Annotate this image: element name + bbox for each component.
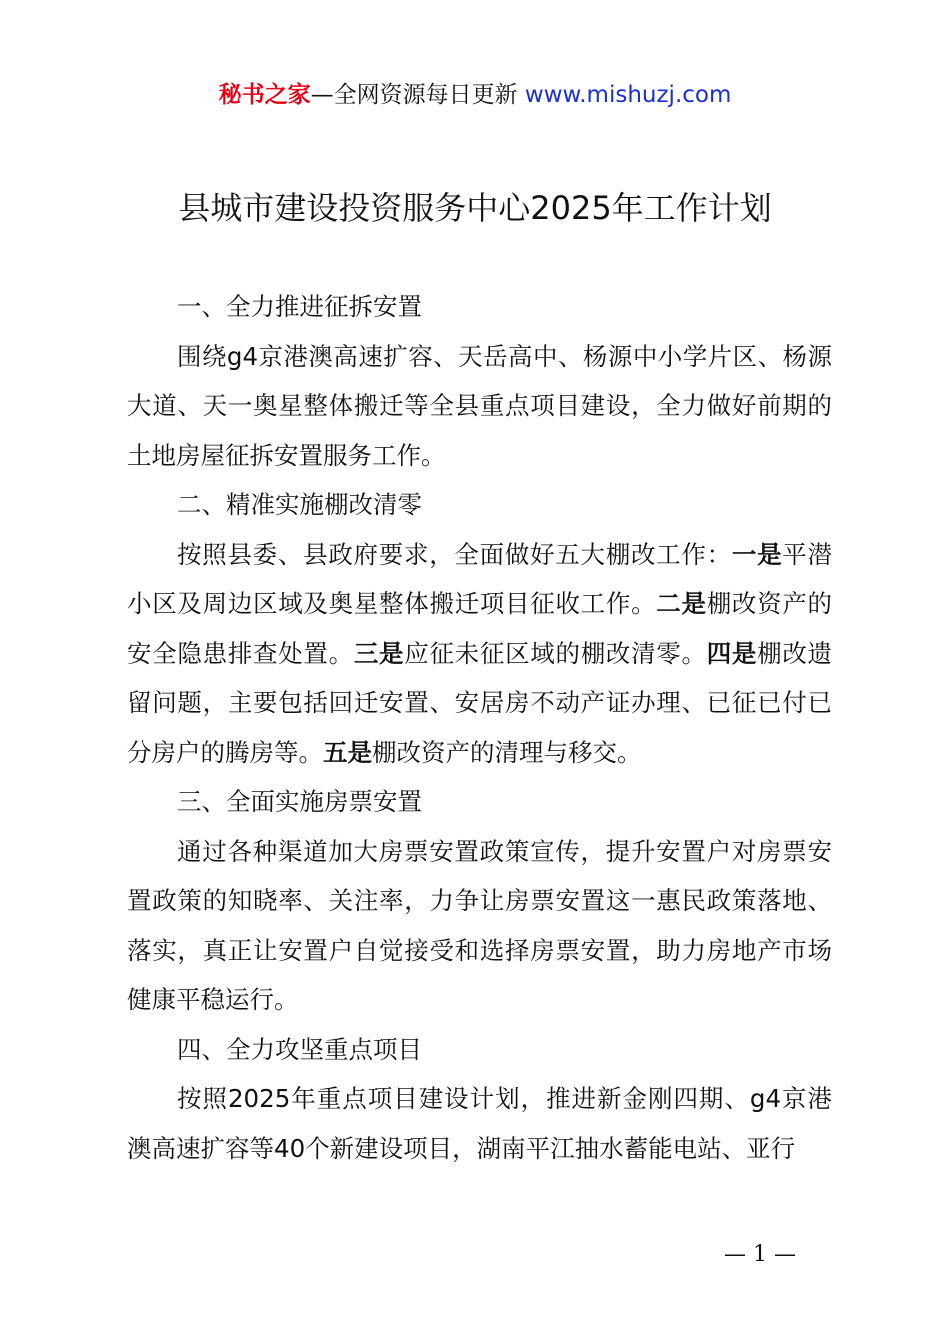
- item-label-3: 三是: [353, 638, 405, 668]
- item-label-2: 二是: [656, 589, 707, 618]
- section-paragraph-2: [127, 530, 832, 778]
- site-tagline: —全网资源每日更新: [310, 82, 518, 108]
- section-paragraph-3: 通过各种渠道加大房票安置政策宣传，提升安置户对房票安置政策的知晓率、关注率，力争让房票安置这一惠民政策落地、落实，真正让安置户自觉接受和选择房票安置，助力房地产市场健康平稳运行。: [127, 836, 832, 1014]
- item-text-4: 棚改遗留问题，主要包括回迁安置、安居房不动产证办理、已征已付已分房户的腾房等。: [127, 638, 833, 767]
- section-heading-2: 二、精准实施棚改清零: [177, 490, 422, 519]
- item-label-5: 五是: [323, 737, 372, 767]
- section-paragraph-1: 围绕g4京港澳高速扩容、天岳高中、杨源中小学片区、杨源大道、天一奥星整体搬迁等全县重点项目建设，全力做好前期的土地房屋征拆安置服务工作。: [127, 341, 832, 470]
- item-text-5: 棚改资产的清理与移交。: [372, 737, 642, 767]
- section-heading-1: 一、全力推进征拆安置: [177, 292, 422, 321]
- item-label-1: 一是: [731, 539, 783, 569]
- section-heading-3: 三、全面实施房票安置: [177, 787, 422, 816]
- item-text-2: 棚改资产的安全隐患排查处置。: [127, 589, 833, 668]
- site-url-link[interactable]: www.mishuzj.com: [524, 82, 732, 108]
- section-2-intro: 按照县委、县政府要求，全面做好五大棚改工作：: [177, 539, 732, 569]
- document-body: [127, 282, 832, 1173]
- document-title: 县城市建设投资服务中心2025年工作计划: [178, 189, 772, 227]
- page-number: — 1 —: [724, 1242, 796, 1267]
- item-label-4: 四是: [706, 638, 758, 668]
- site-header: [0, 78, 950, 112]
- item-text-3: 应征未征区域的棚改清零。: [404, 638, 707, 668]
- section-paragraph-4: 按照2025年重点项目建设计划，推进新金刚四期、g4京港澳高速扩容等40个新建设项目，湖南平江抽水蓄能电站、亚行: [127, 1084, 832, 1163]
- site-brand: 秘书之家: [218, 82, 311, 108]
- section-heading-4: 四、全力攻坚重点项目: [177, 1034, 422, 1064]
- item-text-1: 平潜小区及周边区域及奥星整体搬迁项目征收工作。: [127, 539, 833, 618]
